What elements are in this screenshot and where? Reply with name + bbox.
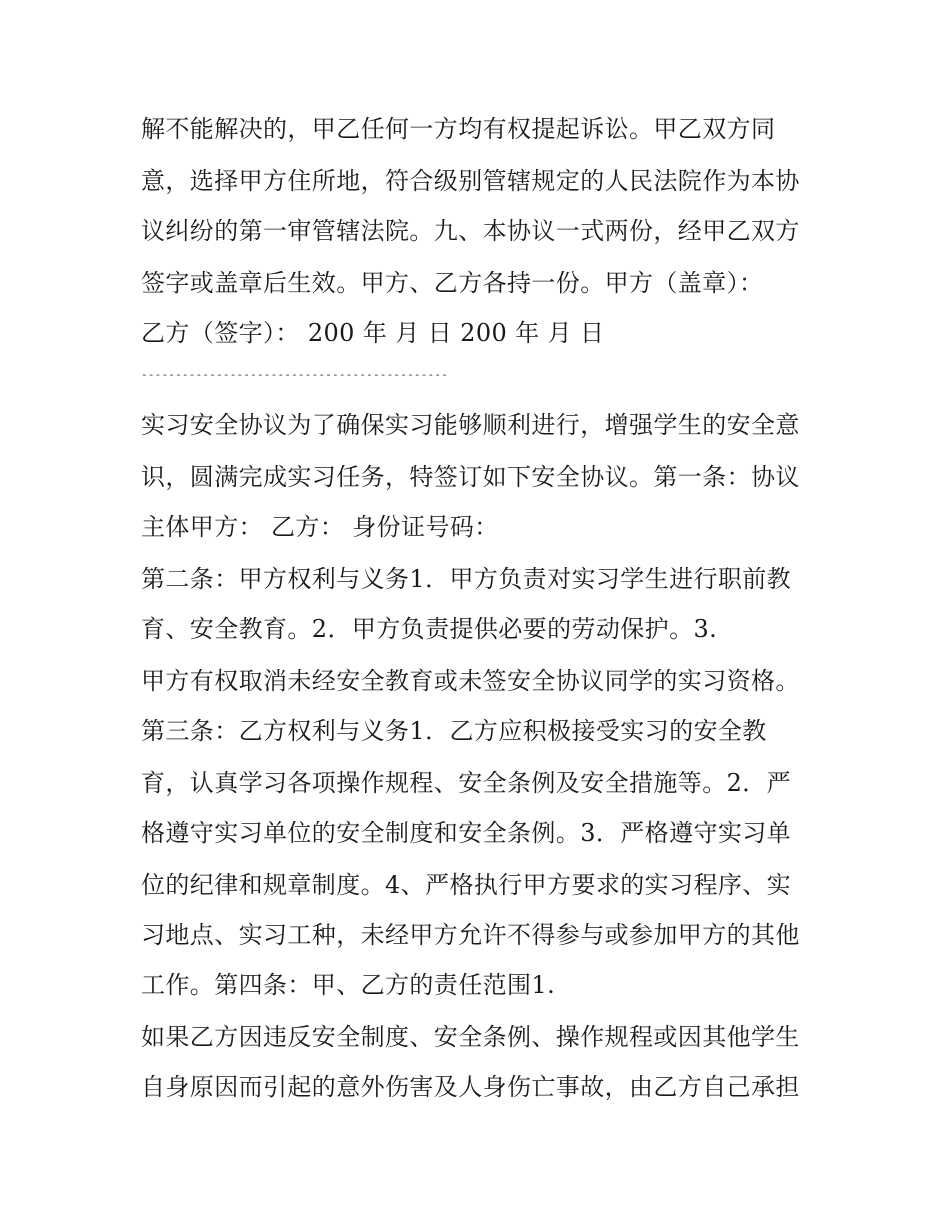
text-line: 第三条：乙方权利与义务1．乙方应积极接受实习的安全教 — [141, 717, 767, 745]
text-line: 实习安全协议为了确保实习能够顺利进行，增强学生的安全意 — [141, 411, 800, 439]
text-line: 格遵守实习单位的安全制度和安全条例。3．严格遵守实习单 — [141, 819, 792, 847]
text-line: 主体甲方： 乙方： 身份证号码： — [141, 513, 499, 541]
text-line: 如果乙方因违反安全制度、安全条例、操作规程或因其他学生 — [141, 1023, 800, 1051]
text-line: 育，认真学习各项操作规程、安全条例及安全措施等。2．严 — [141, 769, 792, 797]
text-line: 工作。第四条：甲、乙方的责任范围1. — [141, 971, 556, 999]
text-line: 育、安全教育。2．甲方负责提供必要的劳动保护。3. — [141, 615, 718, 643]
text-line: 签字或盖章后生效。甲方、乙方各持一份。甲方（盖章）： — [141, 269, 764, 297]
text-line: 习地点、实习工种，未经甲方允许不得参与或参加甲方的其他 — [141, 921, 800, 949]
text-line: 自身原因而引起的意外伤害及人身伤亡事故，由乙方自己承担 — [141, 1073, 800, 1101]
text-line: 意，选择甲方住所地，符合级别管辖规定的人民法院作为本协 — [141, 167, 800, 195]
text-line: 位的纪律和规章制度。4、严格执行甲方要求的实习程序、实 — [141, 871, 792, 899]
text-line: 第二条：甲方权利与义务1．甲方负责对实习学生进行职前教 — [141, 565, 792, 593]
text-line: 解不能解决的，甲乙任何一方均有权提起诉讼。甲乙双方同 — [141, 115, 776, 143]
text-line: 议纠纷的第一审管辖法院。九、本协议一式两份，经甲乙双方 — [141, 217, 800, 245]
section-divider: --------------------------------------------- — [141, 368, 449, 381]
text-line: 识，圆满完成实习任务，特签订如下安全协议。第一条：协议 — [141, 463, 800, 491]
text-line: 甲方有权取消未经安全教育或未签安全协议同学的实习资格。 — [141, 667, 800, 695]
signature-line: 乙方（签字）： 200 年 月 日 200 年 月 日 — [141, 319, 605, 347]
